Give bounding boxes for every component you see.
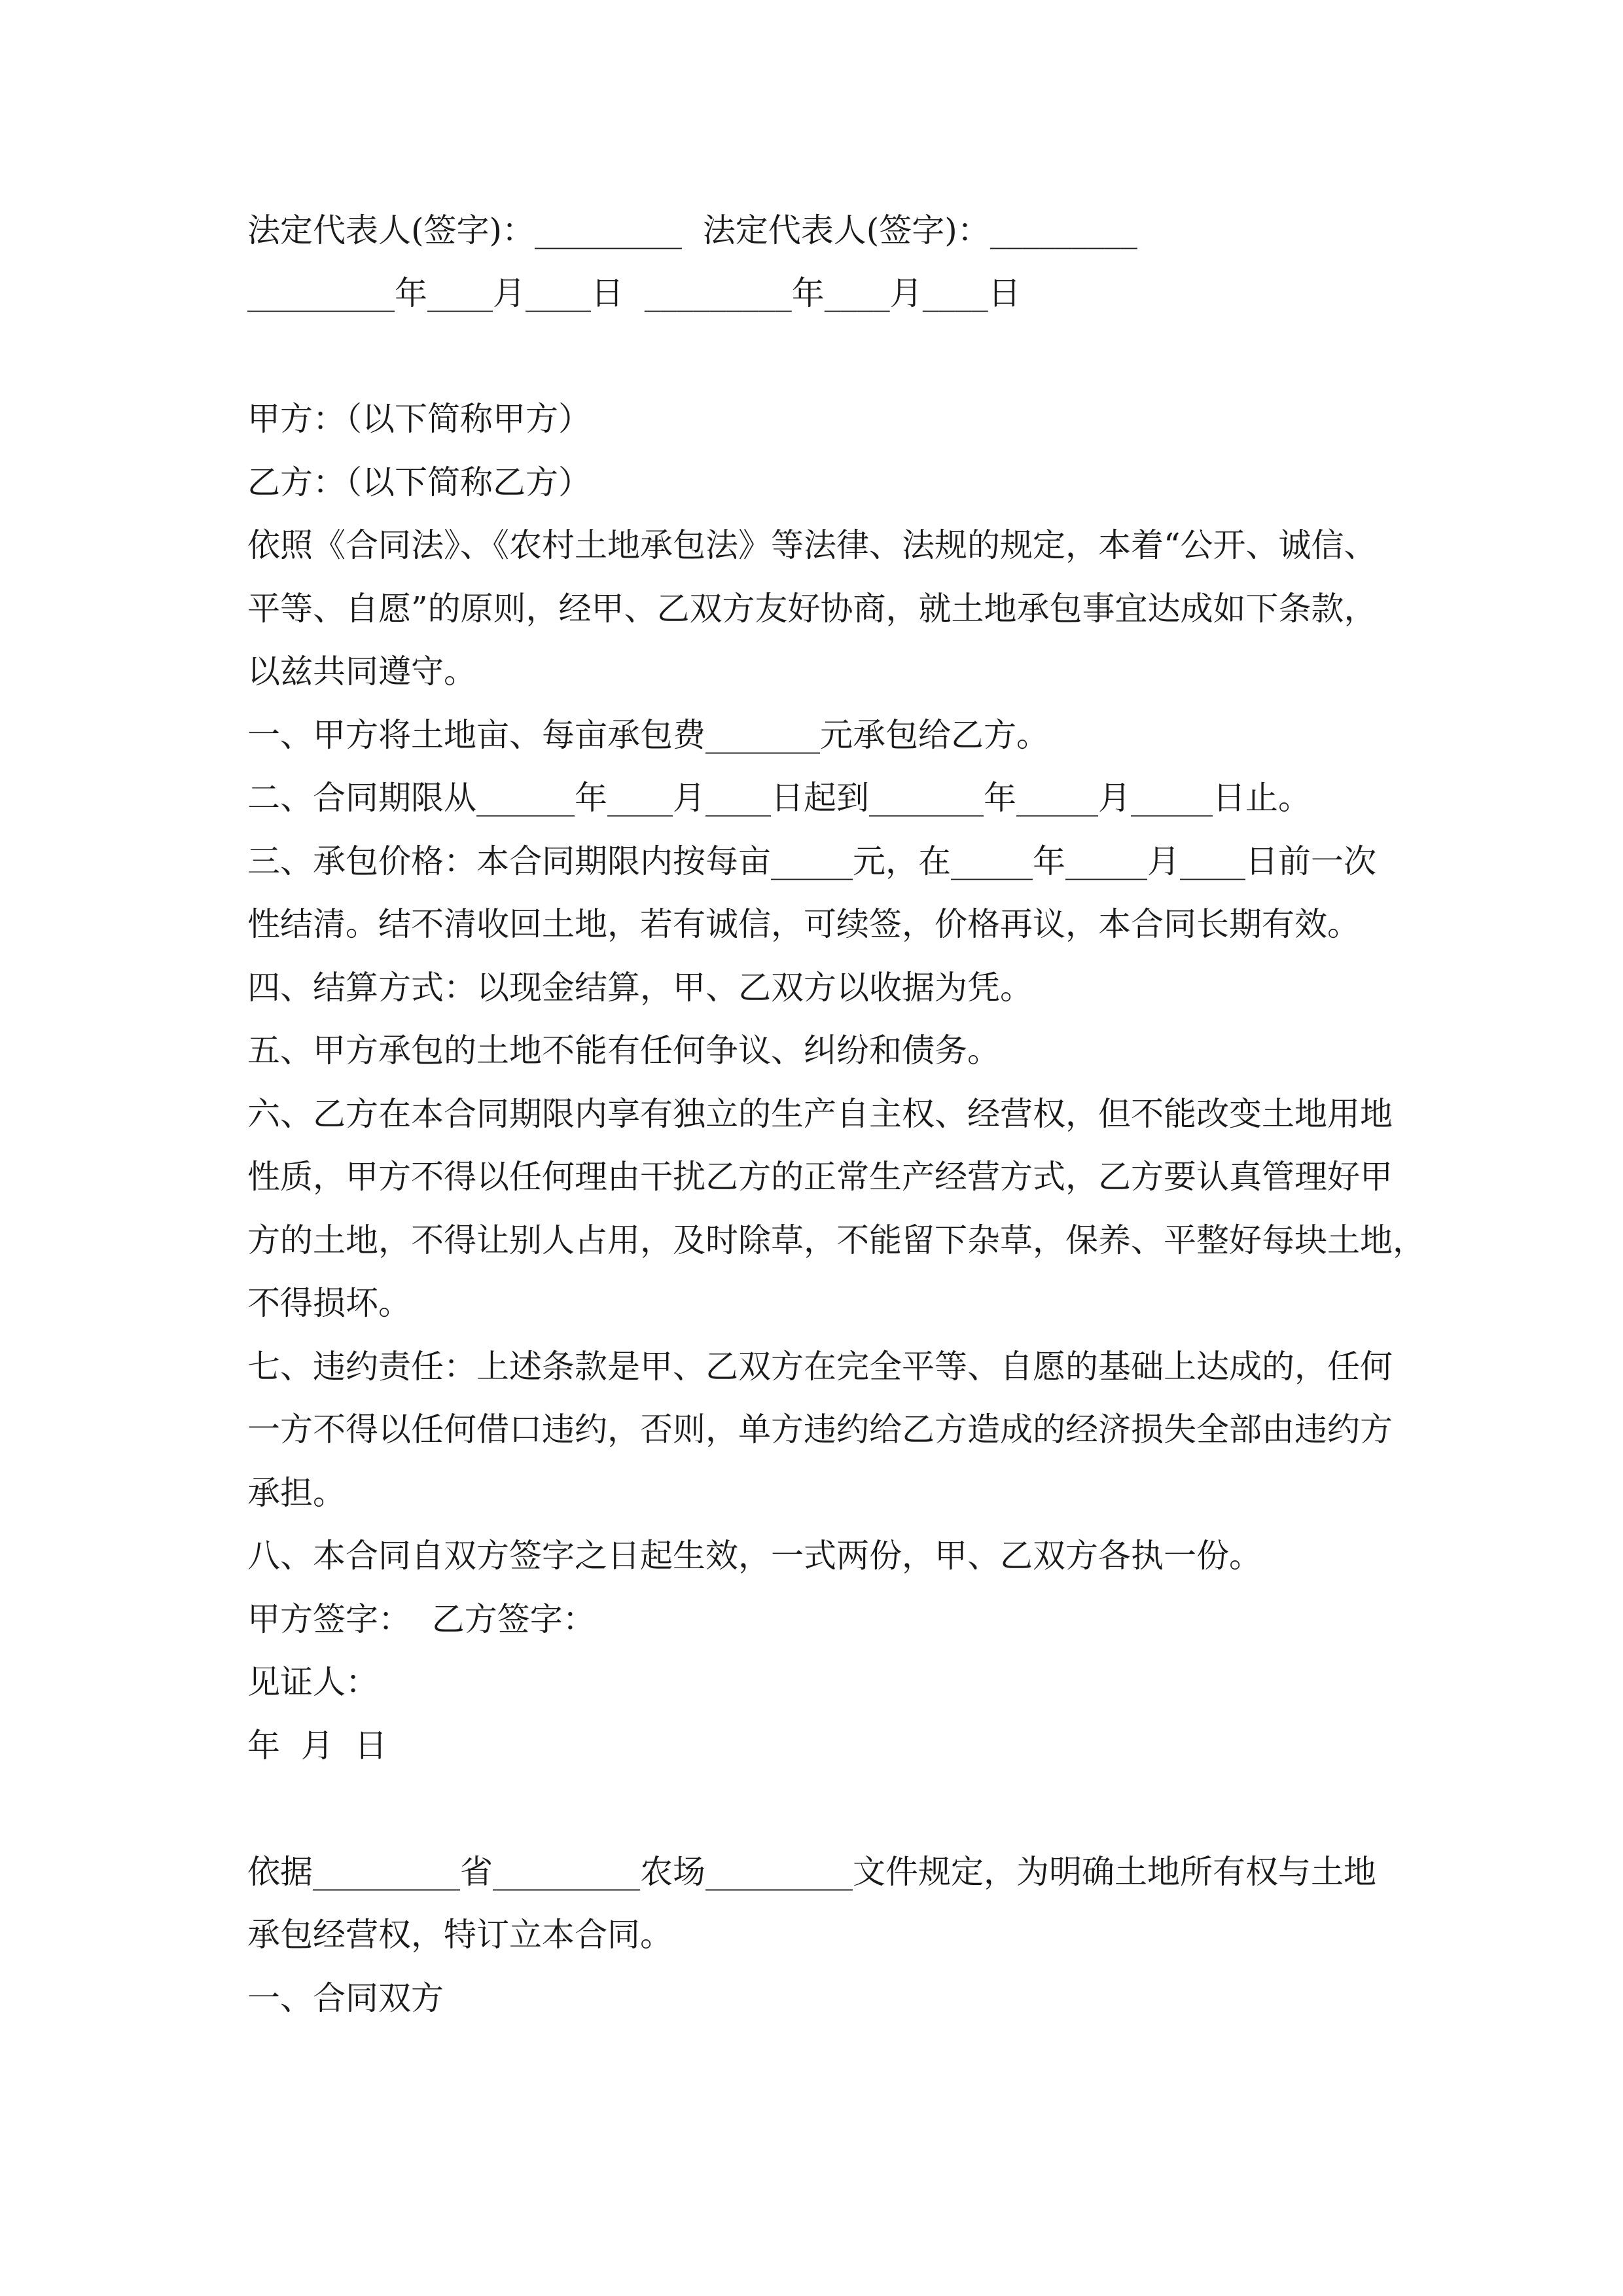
preamble-line: 依照《合同法》、《农村土地承包法》等法律、法规的规定，本着“公开、诚信、 bbox=[247, 526, 1377, 564]
clause-line: 四、结算方式：以现金结算，甲、乙双方以收据为凭。 bbox=[247, 969, 1033, 1007]
signature-date-line: _________年____月____日 _________年____月____日 bbox=[247, 274, 1021, 312]
preamble-line: 平等、自愿”的原则，经甲、乙双方友好协商，就土地承包事宜达成如下条款， bbox=[247, 590, 1377, 628]
intro-line: 依据_________省_________农场_________文件规定，为明确土地所有权与土地 bbox=[247, 1853, 1376, 1891]
clause-line: 一方不得以任何借口违约，否则，单方违约给乙方造成的经济损失全部由违约方 bbox=[247, 1410, 1393, 1448]
clause-line: 方的土地，不得让别人占用，及时除草，不能留下杂草，保养、平整好每块土地， bbox=[247, 1221, 1425, 1259]
clause-line: 八、本合同自双方签字之日起生效，一式两份，甲、乙双方各执一份。 bbox=[247, 1537, 1262, 1575]
section-heading: 一、合同双方 bbox=[247, 1979, 444, 2017]
clause-line: 六、乙方在本合同期限内享有独立的生产自主权、经营权，但不能改变土地用地 bbox=[247, 1095, 1393, 1133]
clause-line: 不得损坏。 bbox=[247, 1284, 411, 1322]
clause-line: 二、合同期限从______年____月____日起到_______年_____月_____日止。 bbox=[247, 779, 1311, 817]
clause-line: 一、甲方将土地亩、每亩承包费_______元承包给乙方。 bbox=[247, 716, 1049, 754]
clause-line: 七、违约责任：上述条款是甲、乙双方在完全平等、自愿的基础上达成的，任何 bbox=[247, 1348, 1393, 1386]
intro-line: 承包经营权，特订立本合同。 bbox=[247, 1916, 673, 1954]
clause-line: 性质，甲方不得以任何理由干扰乙方的正常生产经营方式，乙方要认真管理好甲 bbox=[247, 1158, 1393, 1196]
date-line: 年 月 日 bbox=[247, 1727, 387, 1765]
clause-line: 三、承包价格：本合同期限内按每亩_____元，在_____年_____月____日前一次 bbox=[247, 842, 1376, 880]
preamble-line: 以兹共同遵守。 bbox=[247, 653, 476, 691]
clause-line: 五、甲方承包的土地不能有任何争议、纠纷和债务。 bbox=[247, 1031, 1000, 1069]
clause-line: 承担。 bbox=[247, 1474, 346, 1512]
party-a-line: 甲方：（以下简称甲方） bbox=[247, 400, 591, 438]
legal-rep-signature-line: 法定代表人(签字)：_________ 法定代表人(签字)：_________ bbox=[247, 211, 1137, 249]
party-signatures-line: 甲方签字： 乙方签字： bbox=[247, 1600, 596, 1638]
clause-line: 性结清。结不清收回土地，若有诚信，可续签，价格再议，本合同长期有效。 bbox=[247, 905, 1360, 943]
witness-line: 见证人： bbox=[247, 1663, 378, 1701]
party-b-line: 乙方：（以下简称乙方） bbox=[247, 463, 591, 501]
